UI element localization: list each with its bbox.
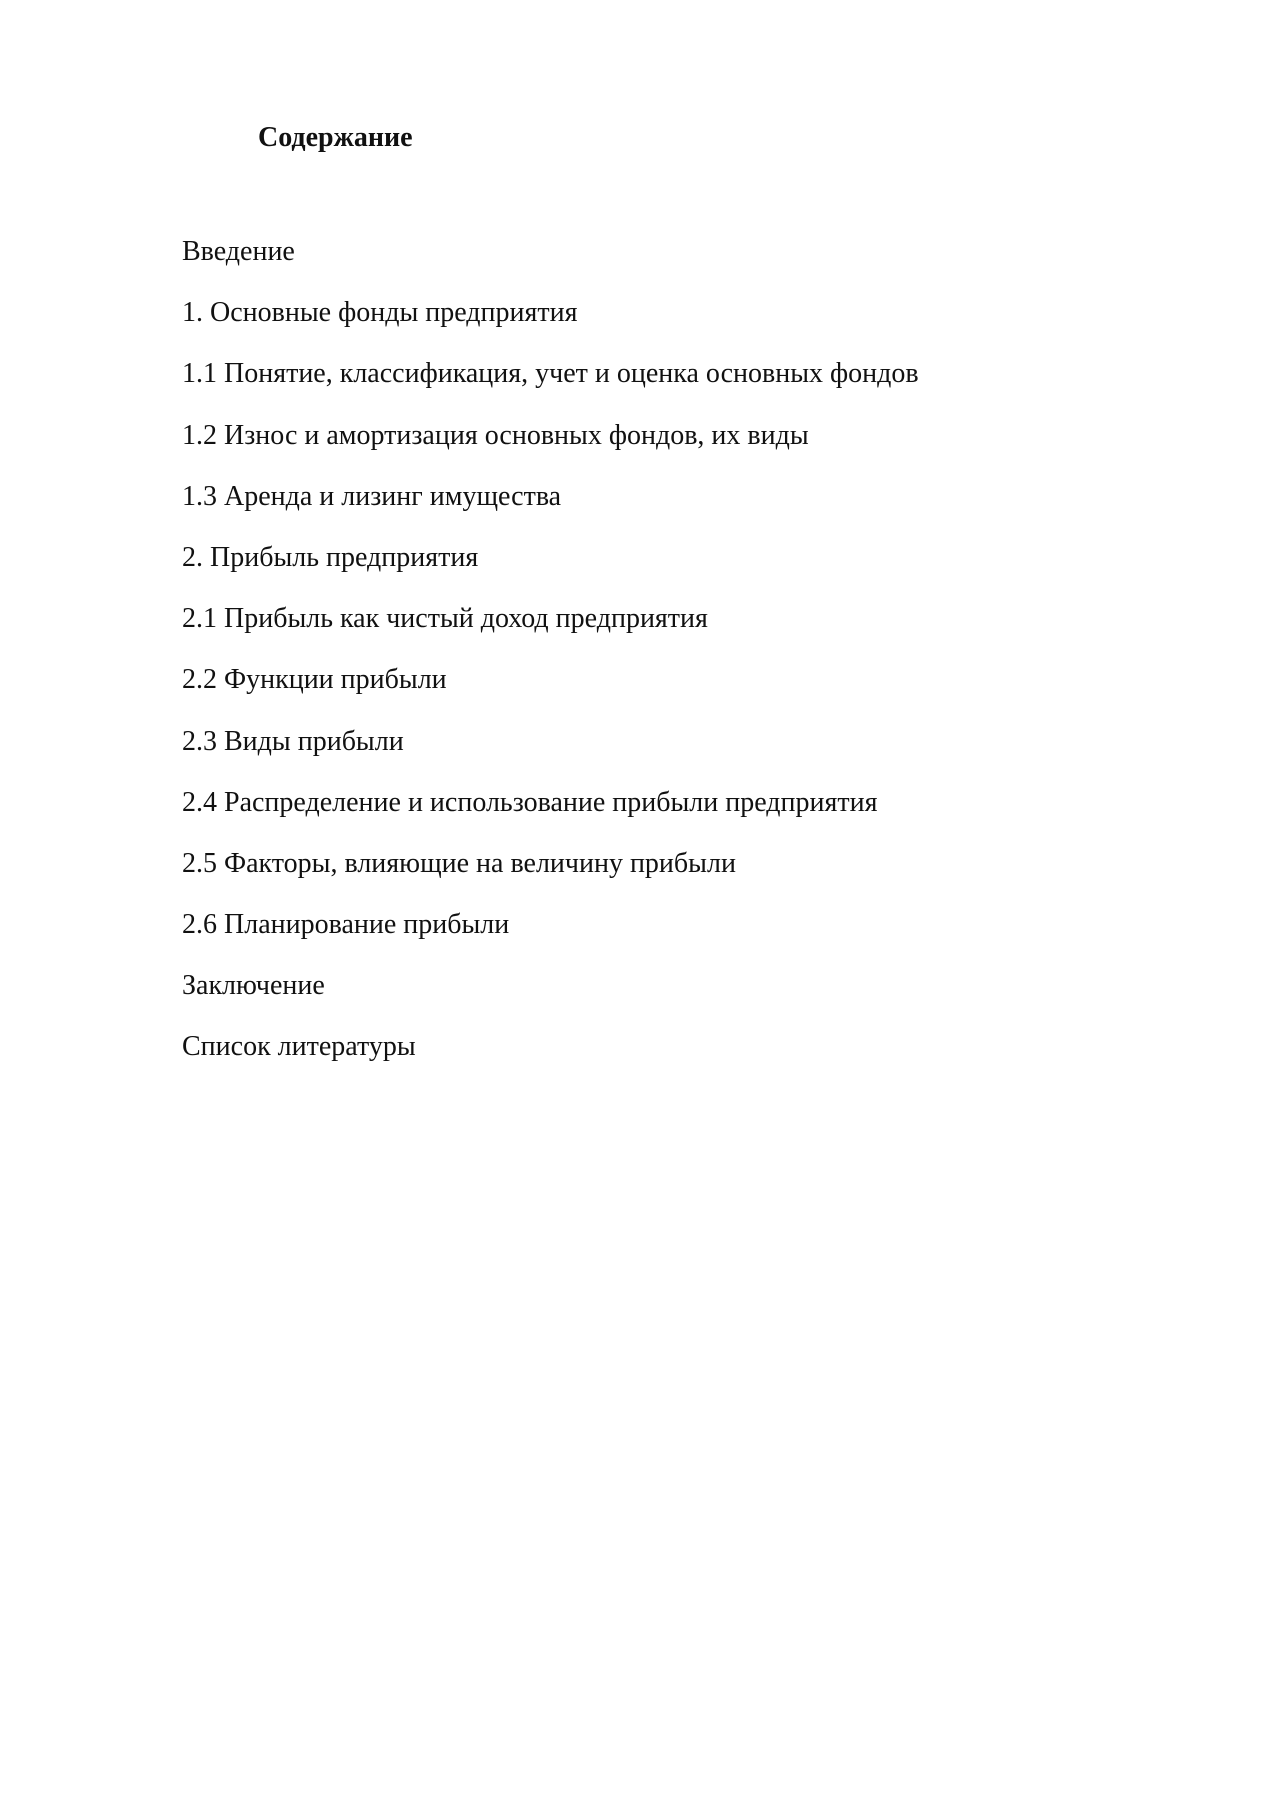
toc-item-section-2-2: 2.2 Функции прибыли bbox=[182, 664, 447, 696]
toc-item-section-2-4: 2.4 Распределение и использование прибыли предприятия bbox=[182, 786, 878, 818]
toc-item-section-1-2: 1.2 Износ и амортизация основных фондов, их виды bbox=[182, 419, 809, 451]
toc-title: Содержание bbox=[258, 122, 413, 153]
toc-item-section-2-5: 2.5 Факторы, влияющие на величину прибыли bbox=[182, 847, 736, 879]
toc-item-section-1-1: 1.1 Понятие, классификация, учет и оценка основных фондов bbox=[182, 358, 919, 390]
toc-item-section-1-3: 1.3 Аренда и лизинг имущества bbox=[182, 480, 562, 512]
toc-item-introduction: Введение bbox=[182, 236, 295, 267]
toc-item-section-2-1: 2.1 Прибыль как чистый доход предприятия bbox=[182, 603, 708, 635]
toc-item-section-2-6: 2.6 Планирование прибыли bbox=[182, 909, 510, 941]
table-of-contents bbox=[182, 232, 919, 1089]
toc-item-conclusion: Заключение bbox=[182, 970, 325, 1002]
toc-item-section-2-3: 2.3 Виды прибыли bbox=[182, 725, 404, 757]
toc-item-section-2: 2. Прибыль предприятия bbox=[182, 541, 479, 573]
toc-item-bibliography: Список литературы bbox=[182, 1031, 416, 1063]
toc-item-section-1: 1. Основные фонды предприятия bbox=[182, 297, 578, 329]
